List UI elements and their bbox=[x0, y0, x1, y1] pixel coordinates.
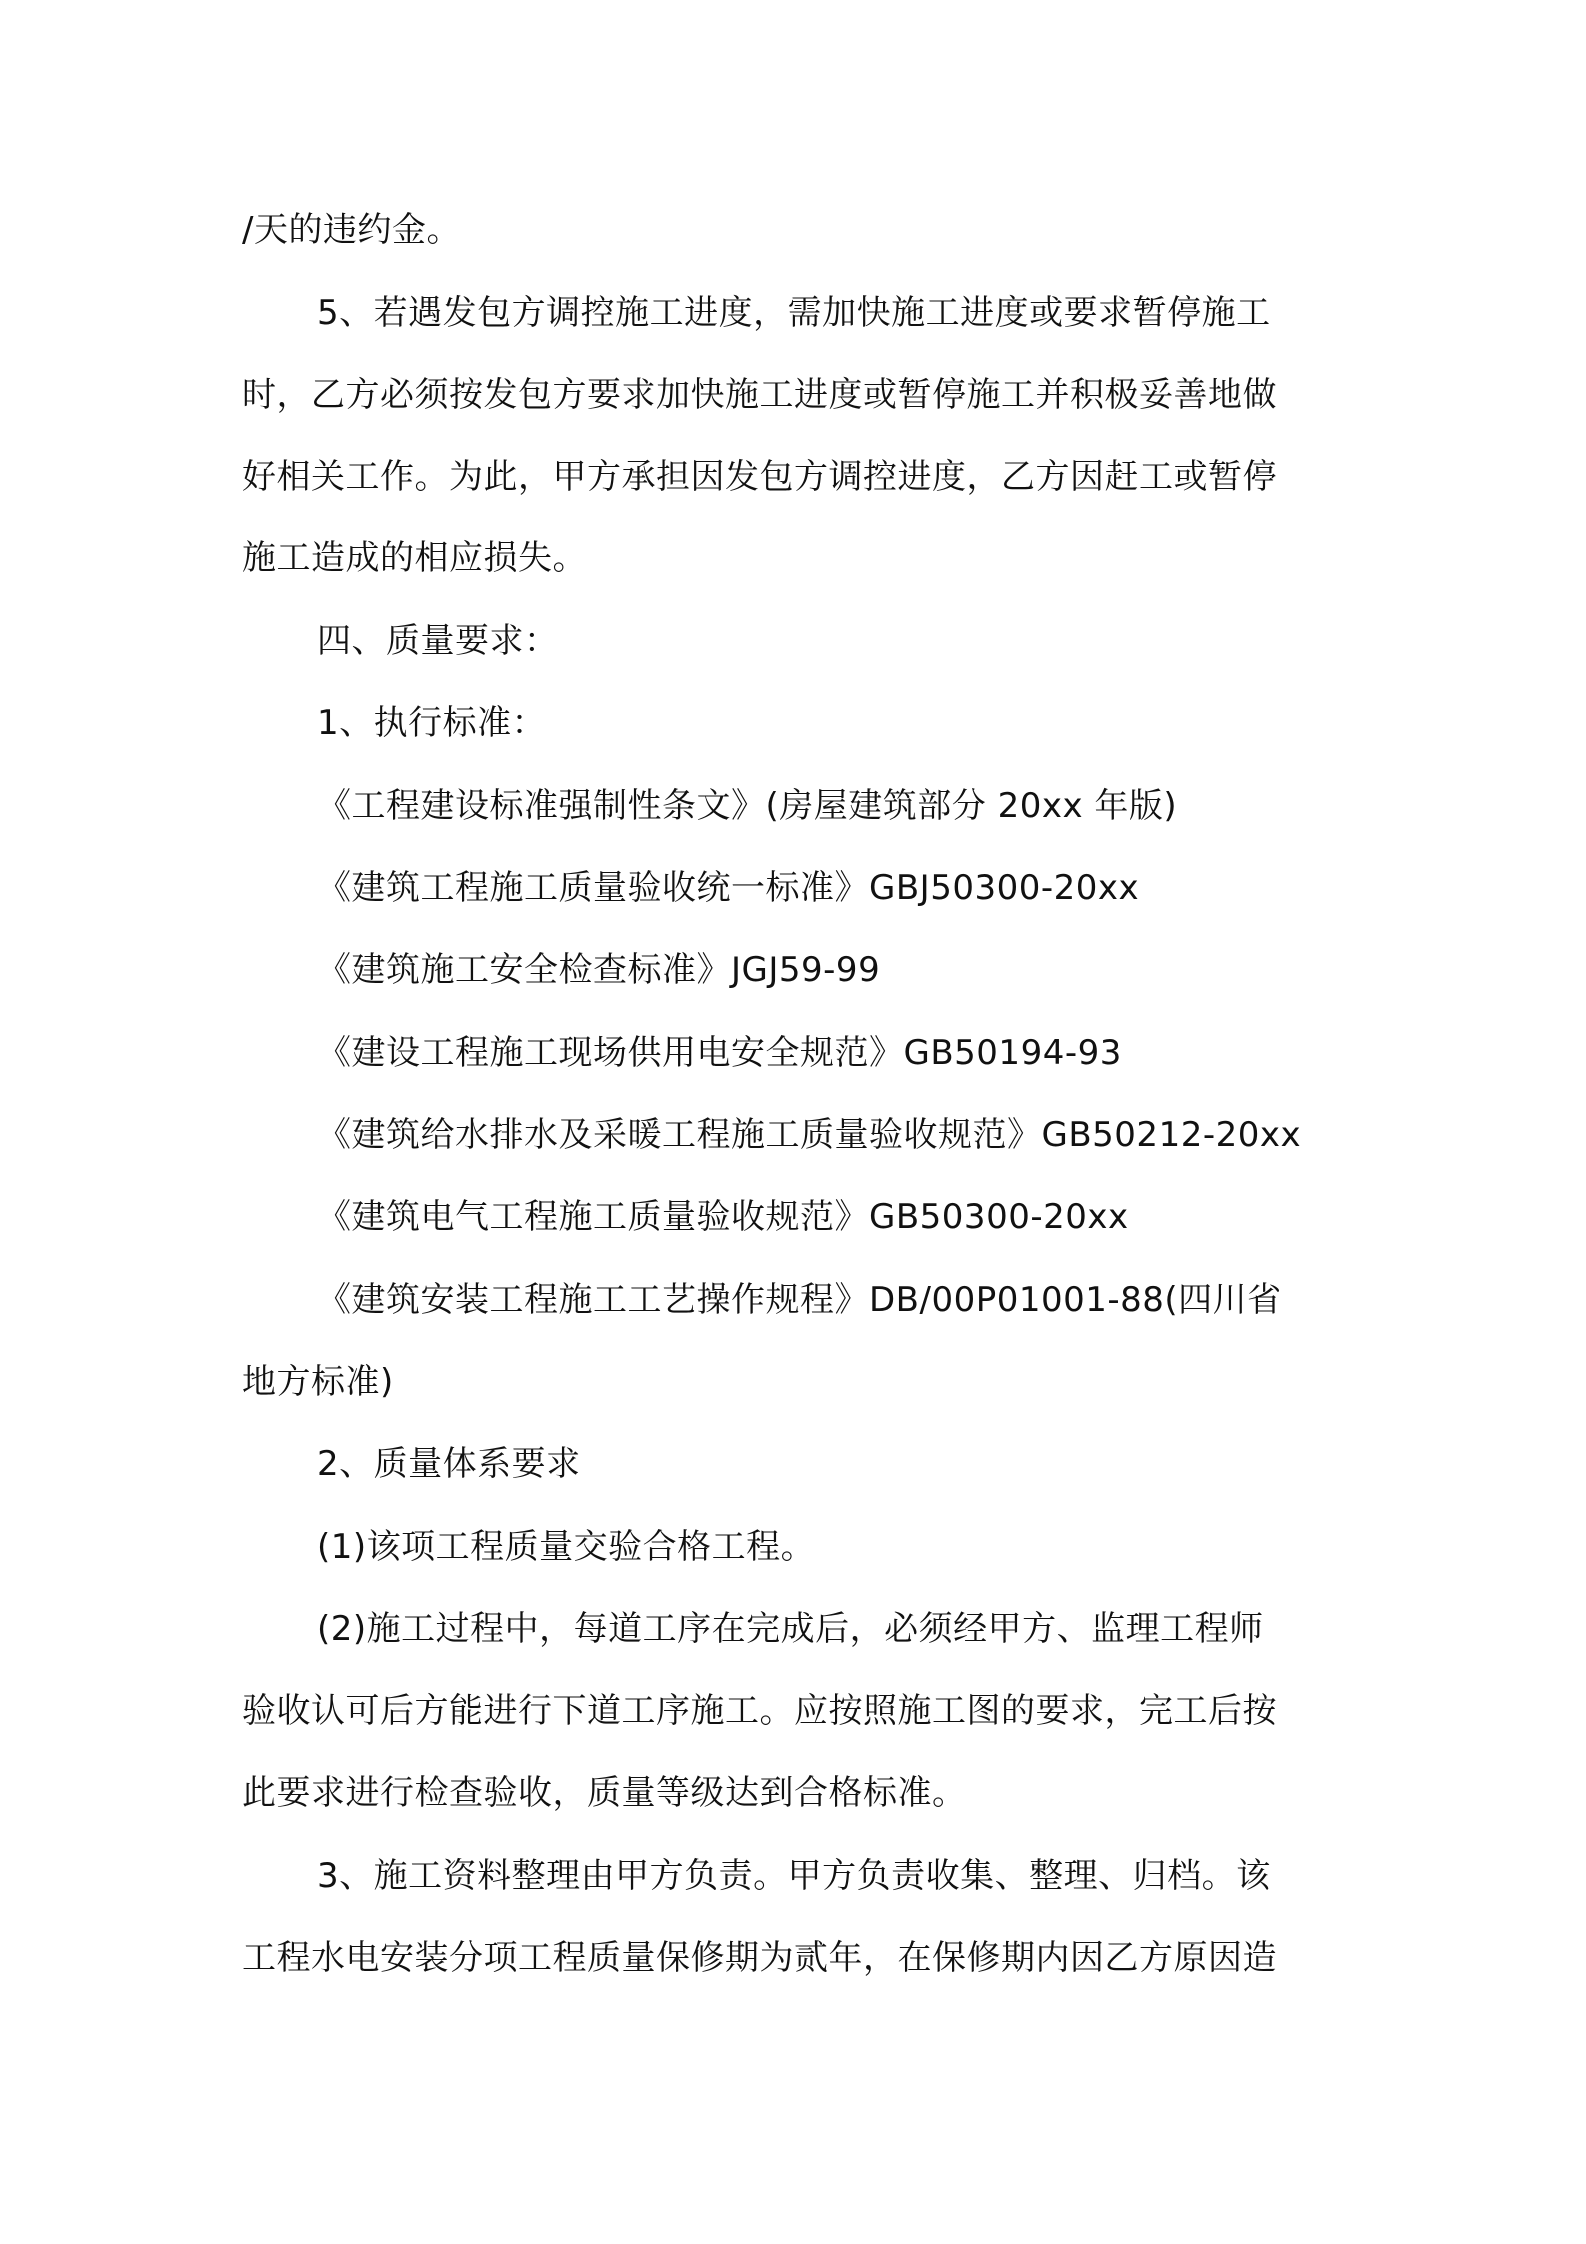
text-line: 工程水电安装分项工程质量保修期为贰年，在保修期内因乙方原因造 bbox=[242, 1938, 1277, 1978]
text-line: 此要求进行检查验收，质量等级达到合格标准。 bbox=[242, 1773, 967, 1813]
standard-item: 《工程建设标准强制性条文》(房屋建筑部分 20xx 年版) bbox=[317, 786, 1178, 826]
standard-item: 《建筑施工安全检查标准》JGJ59-99 bbox=[317, 950, 881, 990]
text-line: 好相关工作。为此，甲方承担因发包方调控进度，乙方因赶工或暂停 bbox=[242, 457, 1277, 497]
text-line: /天的违约金。 bbox=[242, 210, 461, 250]
text-line: 时，乙方必须按发包方要求加快施工进度或暂停施工并积极妥善地做 bbox=[242, 375, 1277, 415]
subsection-heading: 2、质量体系要求 bbox=[317, 1444, 581, 1484]
standard-item: 《建筑安装工程施工工艺操作规程》DB/00P01001-88(四川省 bbox=[317, 1280, 1282, 1320]
text-line: (2)施工过程中，每道工序在完成后，必须经甲方、监理工程师 bbox=[317, 1609, 1264, 1649]
text-line: 施工造成的相应损失。 bbox=[242, 538, 587, 578]
text-line: 5、若遇发包方调控施工进度，需加快施工进度或要求暂停施工 bbox=[317, 293, 1271, 333]
section-heading: 四、质量要求： bbox=[317, 621, 559, 661]
subsection-heading: 1、执行标准： bbox=[317, 703, 547, 743]
text-line: (1)该项工程质量交验合格工程。 bbox=[317, 1527, 816, 1567]
standard-item: 《建筑电气工程施工质量验收规范》GB50300-20xx bbox=[317, 1197, 1129, 1237]
text-line: 3、施工资料整理由甲方负责。甲方负责收集、整理、归档。该 bbox=[317, 1856, 1271, 1896]
standard-item: 《建设工程施工现场供用电安全规范》GB50194-93 bbox=[317, 1033, 1122, 1073]
text-line: 地方标准) bbox=[242, 1362, 394, 1402]
standard-item: 《建筑工程施工质量验收统一标准》GBJ50300-20xx bbox=[317, 868, 1140, 908]
text-line: 验收认可后方能进行下道工序施工。应按照施工图的要求，完工后按 bbox=[242, 1691, 1277, 1731]
standard-item: 《建筑给水排水及采暖工程施工质量验收规范》GB50212-20xx bbox=[317, 1115, 1302, 1155]
